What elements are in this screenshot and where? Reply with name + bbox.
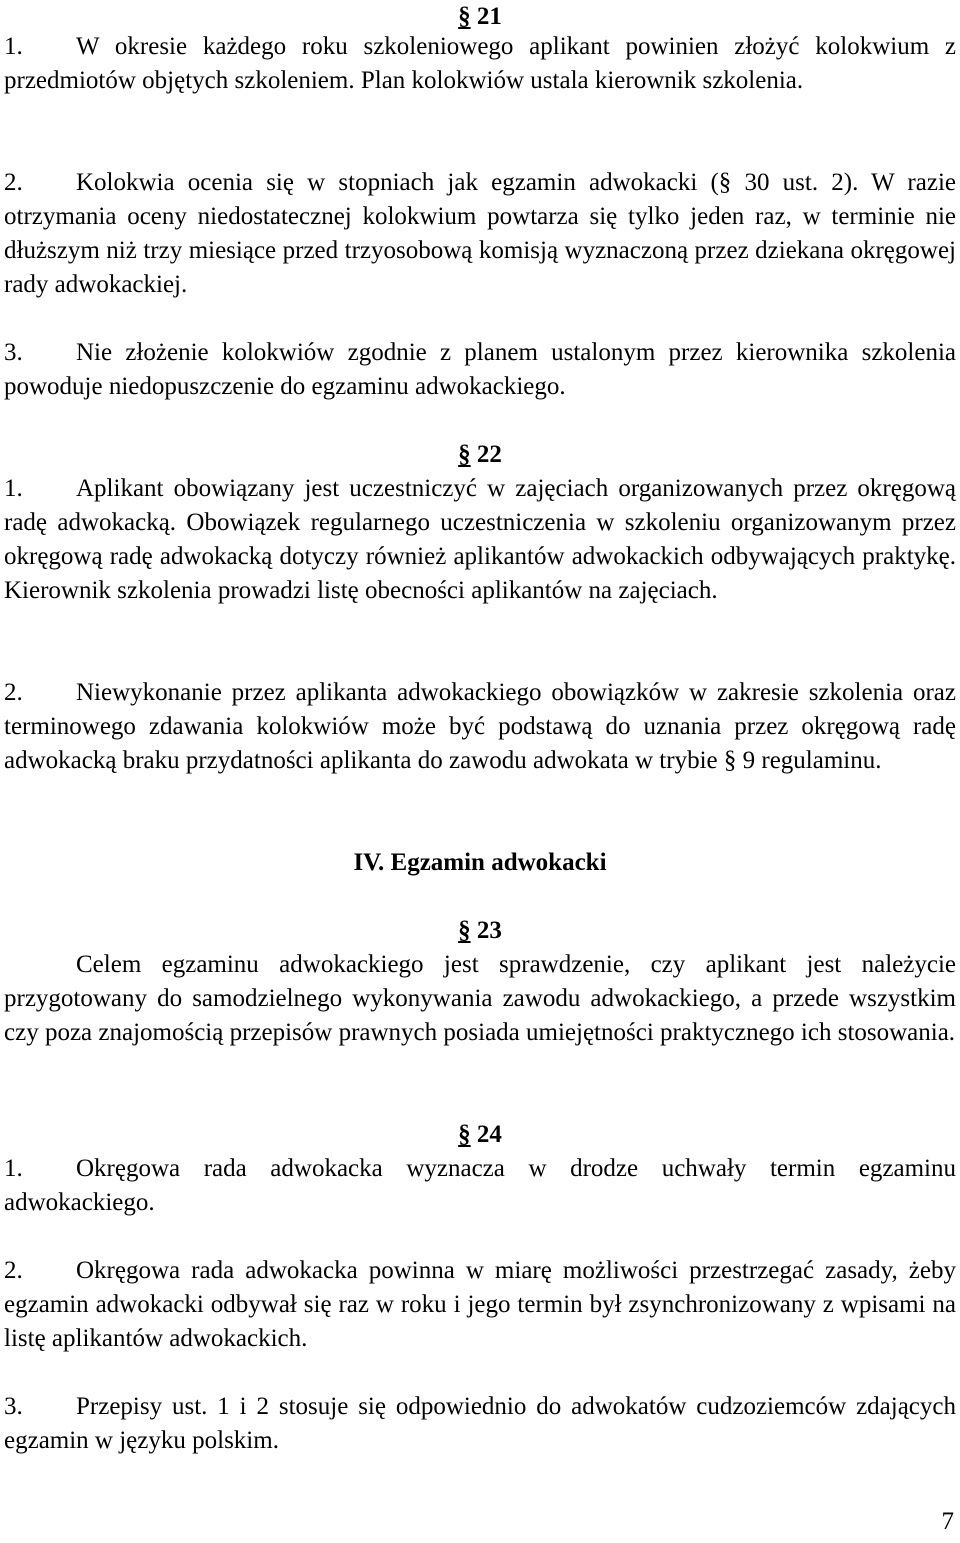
paragraph-text: Celem egzaminu adwokackiego jest sprawdzenie, czy aplikant jest należycie przygotowany do samodzielnego wykonywania zawodu adwokackiego, a przede wszystkim czy poza znajomością przepisów prawnych posiada umiejętności praktycznego ich stosowania.	[4, 951, 956, 1046]
paragraph-number: 2.	[4, 169, 23, 196]
paragraph-22-1	[4, 472, 956, 608]
paragraph-21-1	[4, 30, 956, 98]
paragraph-21-2	[4, 166, 956, 302]
paragraph-24-3	[4, 1390, 956, 1458]
paragraph-number: 1.	[4, 1155, 23, 1182]
paragraph-text: Nie złożenie kolokwiów zgodnie z planem ustalonym przez kierownika szkolenia powoduje niedopuszczenie do egzaminu adwokackiego.	[4, 339, 956, 400]
paragraph-text: Aplikant obowiązany jest uczestniczyć w zajęciach organizowanych przez okręgową radę adwokacką. Obowiązek regularnego uczestniczenia w szkoleniu organizowanym przez okręgową radę adwokacką dotyczy również aplikantów adwokackich odbywających praktykę. Kierownik szkolenia prowadzi listę obecności aplikantów na zajęciach.	[4, 475, 956, 604]
page-number: 7	[941, 1508, 954, 1535]
chapter-heading: IV. Egzamin adwokacki	[353, 849, 607, 876]
paragraph-number: 3.	[4, 339, 23, 366]
paragraph-23	[4, 948, 956, 1050]
paragraph-24-2	[4, 1254, 956, 1356]
section-number: 23	[476, 917, 502, 944]
section-symbol: §	[458, 917, 471, 944]
paragraph-number: 3.	[4, 1393, 23, 1420]
paragraph-text: Niewykonanie przez aplikanta adwokackiego obowiązków w zakresie szkolenia oraz terminowego zdawania kolokwiów może być podstawą do uznania przez okręgową radę adwokacką braku przydatności aplikanta do zawodu adwokata w trybie § 9 regulaminu.	[4, 679, 956, 774]
section-number: 24	[476, 1121, 502, 1148]
section-heading-22	[4, 438, 956, 472]
section-number: 21	[476, 3, 502, 30]
paragraph-text: W okresie każdego roku szkoleniowego aplikant powinien złożyć kolokwium z przedmiotów objętych szkoleniem. Plan kolokwiów ustala kierownik szkolenia.	[4, 33, 956, 94]
paragraph-24-1	[4, 1152, 956, 1220]
section-heading-24	[4, 1118, 956, 1152]
paragraph-text: Przepisy ust. 1 i 2 stosuje się odpowiednio do adwokatów cudzoziemców zdających egzamin w języku polskim.	[4, 1393, 956, 1454]
section-symbol: §	[458, 3, 471, 30]
paragraph-21-3	[4, 336, 956, 404]
paragraph-number: 2.	[4, 1257, 23, 1284]
paragraph-number: 1.	[4, 33, 23, 60]
paragraph-text: Kolokwia ocenia się w stopniach jak egzamin adwokacki (§ 30 ust. 2). W razie otrzymania oceny niedostatecznej kolokwium powtarza się tylko jeden raz, w terminie nie dłuższym niż trzy miesiące przed trzyosobową komisją wyznaczoną przez dziekana okręgowej rady adwokackiej.	[4, 169, 956, 298]
section-symbol: §	[458, 441, 471, 468]
paragraph-22-2	[4, 676, 956, 778]
paragraph-number: 1.	[4, 475, 23, 502]
section-symbol: §	[458, 1121, 471, 1148]
section-number: 22	[476, 441, 502, 468]
section-heading-21	[4, 0, 956, 34]
paragraph-number: 2.	[4, 679, 23, 706]
paragraph-text: Okręgowa rada adwokacka wyznacza w drodze uchwały termin egzaminu adwokackiego.	[4, 1155, 956, 1216]
paragraph-text: Okręgowa rada adwokacka powinna w miarę możliwości przestrzegać zasady, żeby egzamin adwokacki odbywał się raz w roku i jego termin był zsynchronizowany z wpisami na listę aplikantów adwokackich.	[4, 1257, 956, 1352]
section-heading-23	[4, 914, 956, 948]
